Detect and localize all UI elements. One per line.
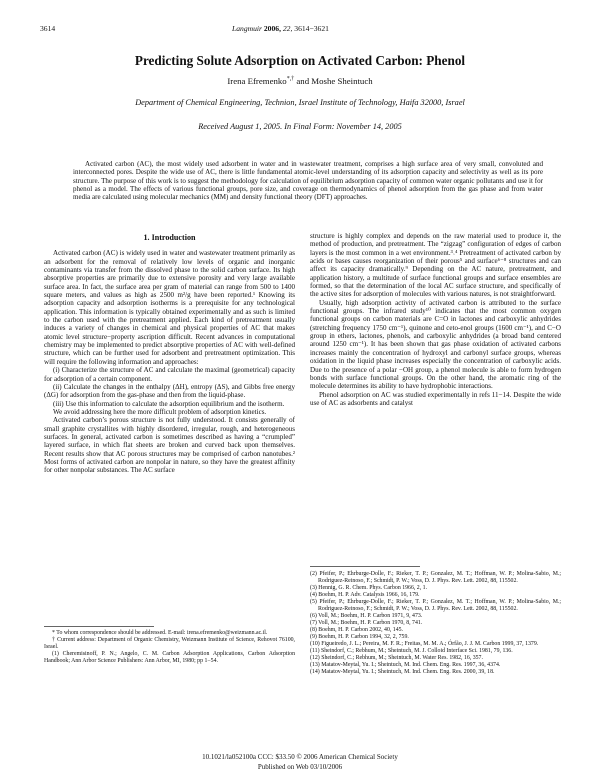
journal-name: Langmuir (232, 24, 262, 33)
footnotes (44, 626, 295, 665)
reference-item: (10) Figueiredo, J. L.; Pereira, M. F. R.; Freitas, M. M. A.; Órfão, J. J. M. Carbon 1999, 37, 1379. (310, 641, 539, 647)
left-column (44, 232, 295, 475)
journal-pages: 3614−3621 (294, 24, 329, 33)
paragraph: Activated carbon’s porous structure is not fully understood. It consists generally of small graphite crystallites with highly disordered, irregular, rough, and heterogeneous surfaces. In general, activated carbon is sometimes described as having a “crumpled” layered surface, in which flat sheets are broken and curved back upon themselves. Recent results show that AC porous structures may be comprised of carbon nanotubes.² Most forms of activated carbon are nonpolar in nature, so they have the greatest affinity for other nonpolar substances. The AC surface (44, 416, 295, 475)
paragraph: Usually, high adsorption activity of activated carbon is attributed to the surface functional groups. The infrared study¹⁰ indicates that the most common oxygen functional groups on carbon materials are C=O in lactones and carboxylic anhydrides (stretching frequency 1750 cm⁻¹), quinone and ceto-enol groups (1600 cm⁻¹), and C−O group in ethers, lactones, phenols, and carboxylic anhydrides (a broad band centered around 1250 cm⁻¹). It has been shown that gas phase oxidation of activated carbons increases mainly the concentration of hydroxyl and carbonyl surface groups, whereas oxidation in the liquid phase increases especially the concentration of carboxylic acids. Due to the presence of a polar −OH group, a phenol molecule is able to form hydrogen bonds with surface functional groups. On the other hand, the aromatic ring of the molecule determines its ability to have hydrophobic interactions. (310, 298, 561, 391)
reference-item: (4) Boehm, H. P. Adv. Catalysis 1966, 16, 179. (310, 592, 420, 598)
reference-item: (3) Hennig, G. R. Chem. Phys. Carbon 1966, 2, 1. (310, 585, 428, 591)
footnote: † Current address: Department of Organic Chemistry, Weizmann Institute of Science, Rehovot 76100, Israel. (44, 637, 295, 650)
author-name: Irena Efremenko (227, 76, 287, 86)
section-heading: 1. Introduction (143, 233, 196, 242)
paragraph: structure is highly complex and depends on the raw material used to produce it, the method of production, and pretreatment. The “zigzag” configuration of edges of carbon layers is the most common in a wet environment.³˒⁴ Pretreatment of activated carbon by acids or bases causes reorganization of their porous⁵ and surface⁶⁻⁸ structures and can affect its capacity dramatically.⁹ Depending on the AC nature, pretreatment, and application history, a multitude of surface functional groups and surface ensembles are formed, so that the determination of the local AC surface structure, and specifically of the active sites for adsorption of molecules with various natures, is not straightforward. (310, 232, 561, 299)
paragraph: Phenol adsorption on AC was studied experimentally in refs 11−14. Despite the wide use of AC as adsorbents and catalyst (310, 390, 561, 407)
journal-year: 2006, (263, 24, 281, 33)
reference-item: (2) Pfeifer, P.; Ehrburge-Dolle, F.; Rieker, T. P.; Gonzalez, M. T.; Hoffman, W. P.; Molina-Sabio, M.; Rodriguez-Reinoso, F.; Schmidt, P. W.; Voss, D. J. Phys. Rev. Lett. 2002, 88, 115502. (310, 571, 561, 584)
page-number: 3614 (40, 24, 56, 33)
affiliation: Department of Chemical Engineering, Technion, Israel Institute of Technology, Haifa 32000, Israel (135, 98, 465, 107)
reference-item: (11) Sheindorf, C.; Rebhum, M.; Sheintuch, M. J. Colloid Interface Sci. 1981, 79, 136. (310, 648, 513, 654)
footnote-divider (44, 626, 154, 627)
reference-item: (13) Matatov-Meytal, Yu. I.; Sheintuch, M. Ind. Chem. Eng. Res. 1997, 36, 4374. (310, 662, 501, 668)
reference-item: (12) Sheindorf, C.; Rebhum, M.; Sheintuch, M. Water Res. 1982, 16, 357. (310, 655, 483, 661)
received-dates: Received August 1, 2005. In Final Form: November 14, 2005 (198, 122, 402, 131)
reference-item: (7) Voll, M.; Boehm, H. P. Carbon 1970, 8, 741. (310, 620, 423, 626)
doi-line: 10.1021/la052100a CCC: $33.50 © 2006 American Chemical Society (202, 753, 398, 761)
published-date: Published on Web 03/10/2006 (257, 763, 343, 771)
reference-item: (9) Boehm, H. P. Carbon 1994, 32, 2, 759. (310, 634, 409, 640)
journal-volume: 22, (282, 24, 293, 33)
journal-citation (232, 24, 329, 33)
references (310, 566, 561, 676)
reference-item: (5) Pfeifer, P.; Ehrburge-Dolle, F.; Rieker, T. P.; Gonzalez, M. T.; Hoffman, W. P.; Molina-Sabio, M.; Rodriguez-Reinoso, F.; Schmidt, P. W.; Voss, D. J. Phys. Rev. Lett. 2002, 88, 115502. (310, 599, 561, 612)
author-marks: *,† (286, 76, 295, 83)
author-name-2: and Moshe Sheintuch (294, 76, 373, 86)
abstract: Activated carbon (AC), the most widely used adsorbent in water and in wastewater treatment, comprises a high surface area of very small, convoluted and interconnected pores. Despite the wide use of AC, there is little fundamental atomic-level understanding of its adsorption capacity and selectivity as well as its pore structure. The purpose of this work is to suggest the methodology for calculation of equilibrium adsorption capacity of common water organic pollutants and use it for phenol as a model. The effects of various functional groups, pore size, and coverage on thermodynamics of phenol adsorption from the gas phase and from water media are calculated using molecular mechanics (MM) and density functional theory (DFT) approaches. (73, 160, 543, 202)
paragraph: (ii) Calculate the changes in the enthalpy (ΔH), entropy (ΔS), and Gibbs free energy (ΔG) for adsorption from the gas-phase and then from the liquid-phase. (44, 382, 295, 400)
right-column (310, 232, 561, 407)
paragraph: Activated carbon (AC) is widely used in water and wastewater treatment primarily as an adsorbent for the removal of relatively low levels of organic and inorganic contaminants via transfer from the dissolved phase to the solid carbon surface. Its high absorptive properties are primarily due to extensive porosity and very large available surface area. In fact, the surface area per gram of material can range from 500 to 1400 square meters, and values as high as 2500 m²/g have been reported.¹ Knowing its adsorption capacity and adsorption isotherms is a prerequisite for any technological application. This information is typically obtained experimentally and as such is limited to the carbon used with the pretreatment applied. Each kind of pretreatment usually induces a variety of changes in chemical and physical properties of AC that makes atomic level structure−property ascription difficult. Recent advances in computational chemistry may be implemented to predict absorptive properties of AC with well-defined structure, which can be further used for adsorbent and pretreatment optimization. This will require the following information and approaches: (44, 249, 295, 366)
footnote: (1) Cheremisinoff, P. N.; Angelo, C. M. Carbon Adsorption Applications, Carbon Adsorption Handbook; Ann Arbor Science Publishers: Ann Arbor, MI, 1980; pp 1−54. (44, 651, 295, 664)
footnote: * To whom correspondence should be addressed. E-mail: irena.efremenko@weizmann.ac.il. (52, 630, 268, 636)
paper-title: Predicting Solute Adsorption on Activated Carbon: Phenol (134, 53, 466, 68)
reference-item: (14) Matatov-Meytal, Yu. I.; Sheintuch, M. Ind. Chem. Eng. Res. 2000, 39, 18. (310, 669, 495, 675)
paragraph: (iii) Use this information to calculate the adsorption equilibrium and the isotherm. (53, 399, 285, 408)
paragraph: (i) Characterize the structure of AC and calculate the maximal (geometrical) capacity for adsorption of a certain component. (44, 366, 295, 383)
reference-item: (8) Boehm, H. P. Carbon 2002, 40, 145. (310, 627, 404, 633)
author-list (0, 76, 600, 86)
reference-item: (6) Voll, M.; Boehm, H. P. Carbon 1971, 9, 473. (310, 613, 423, 619)
paragraph: We avoid addressing here the more difficult problem of adsorption kinetics. (53, 407, 267, 416)
references-divider (310, 566, 420, 567)
